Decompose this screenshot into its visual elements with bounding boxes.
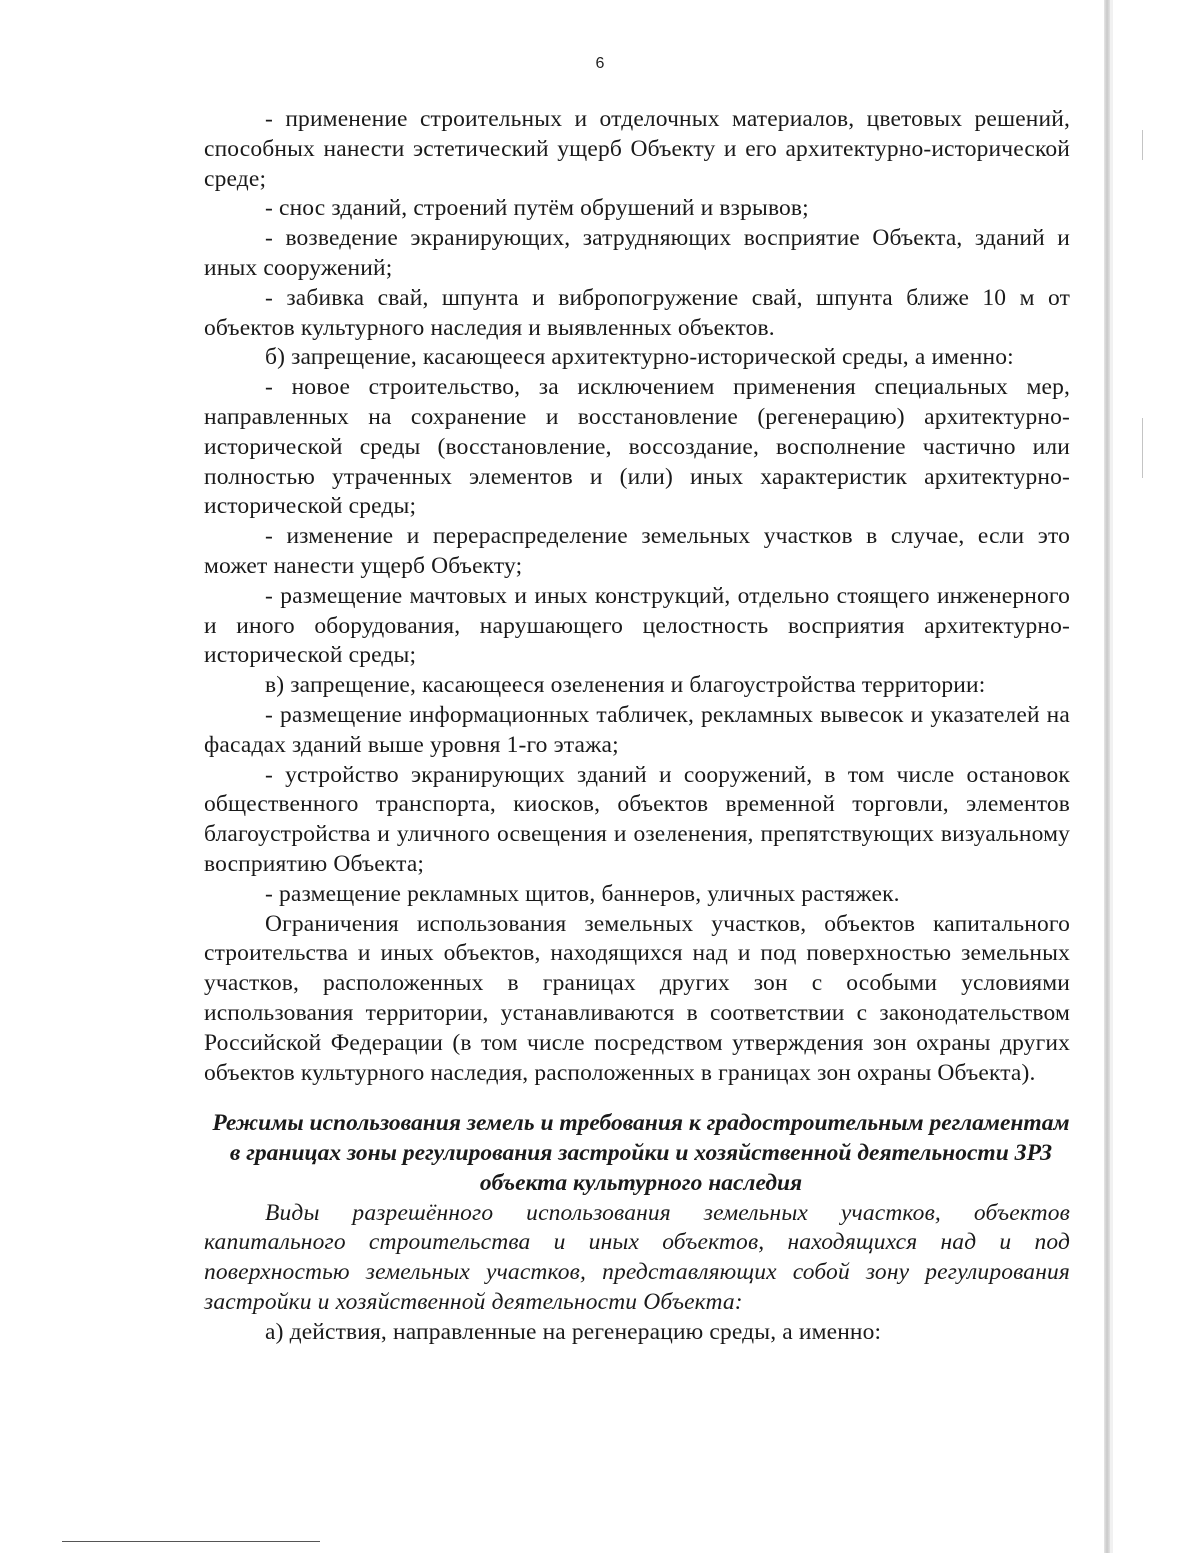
paragraph-item-a: а) действия, направленные на регенерацию среды, а именно: — [265, 1318, 882, 1345]
paragraph-new-construction: - новое строительство, за исключением применения специальных мер, направленных на сохранение и восстановление (регенерацию) архитектурно-исторической среды (восстановление, воссоздание, восполнение частично или полностью утраченных элементов и (или) иных характеристик архитектурно-исторической среды; — [204, 374, 1070, 520]
paragraph-materials: - применение строительных и отделочных материалов, цветовых решений, способных нанести эстетический ущерб Объекту и его архитектурно-исторической среде; — [204, 106, 1070, 192]
paragraph-screening-buildings: - возведение экранирующих, затрудняющих восприятие Объекта, зданий и иных сооружений; — [204, 225, 1070, 281]
document-body — [204, 105, 1070, 1348]
paragraph-land-redistribution: - изменение и перераспределение земельных участков в случае, если это может нанести ущерб Объекту; — [204, 523, 1070, 579]
paragraph-pile-driving: - забивка свай, шпунта и вибропогружение свай, шпунта ближе 10 м от объектов культурного наследия и выявленных объектов. — [204, 284, 1070, 341]
section-heading: Режимы использования земель и требования к градостроительным регламентам в границах зоны регулирования застройки и хозяйственной деятельности ЗРЗ объекта культурного наследия — [212, 1110, 1070, 1196]
section-intro: Виды разрешённого использования земельных участков, объектов капитального строительства и иных объектов, находящихся над и под поверхностью земельных участков, представляющих собой зону регулирования застройки и хозяйственной деятельности Объекта: — [204, 1199, 1070, 1316]
footnote-separator — [62, 1541, 320, 1542]
paragraph-prohibition-v: в) запрещение, касающееся озеленения и благоустройства территории: — [265, 672, 986, 699]
paragraph-mast-structures: - размещение мачтовых и иных конструкций, отдельно стоящего инженерного и иного оборудования, нарушающего целостность восприятия архитектурно-исторической среды; — [204, 582, 1070, 669]
paragraph-demolition: - снос зданий, строений путём обрушений и взрывов; — [265, 195, 809, 222]
paragraph-screening-structures: - устройство экранирующих зданий и сооружений, в том числе остановок общественного транспорта, киосков, объектов временной торговли, элементов благоустройства и уличного освещения и озеленения, препятствующих визуальному восприятию Объекта; — [204, 761, 1070, 877]
paragraph-billboards: - размещение рекламных щитов, баннеров, уличных растяжек. — [265, 880, 900, 907]
paragraph-info-signs: - размещение информационных табличек, рекламных вывесок и указателей на фасадах зданий выше уровня 1-го этажа; — [204, 701, 1070, 758]
scan-edge-highlight — [1110, 0, 1113, 1553]
page-number: 6 — [595, 55, 605, 72]
scan-speck — [1142, 418, 1143, 478]
scan-speck — [1142, 130, 1143, 160]
paragraph-restrictions: Ограничения использования земельных участков, объектов капитального строительства и иных объектов, находящихся над и под поверхностью земельных участков, расположенных в границах других зон с особыми условиями использования территории, устанавливаются в соответствии с законодательством Российской Федерации (в том числе посредством утверждения зон охраны других объектов культурного наследия, расположенных в границах зон охраны Объекта). — [204, 910, 1070, 1086]
paragraph-prohibition-b: б) запрещение, касающееся архитектурно-исторической среды, а именно: — [265, 344, 1014, 371]
